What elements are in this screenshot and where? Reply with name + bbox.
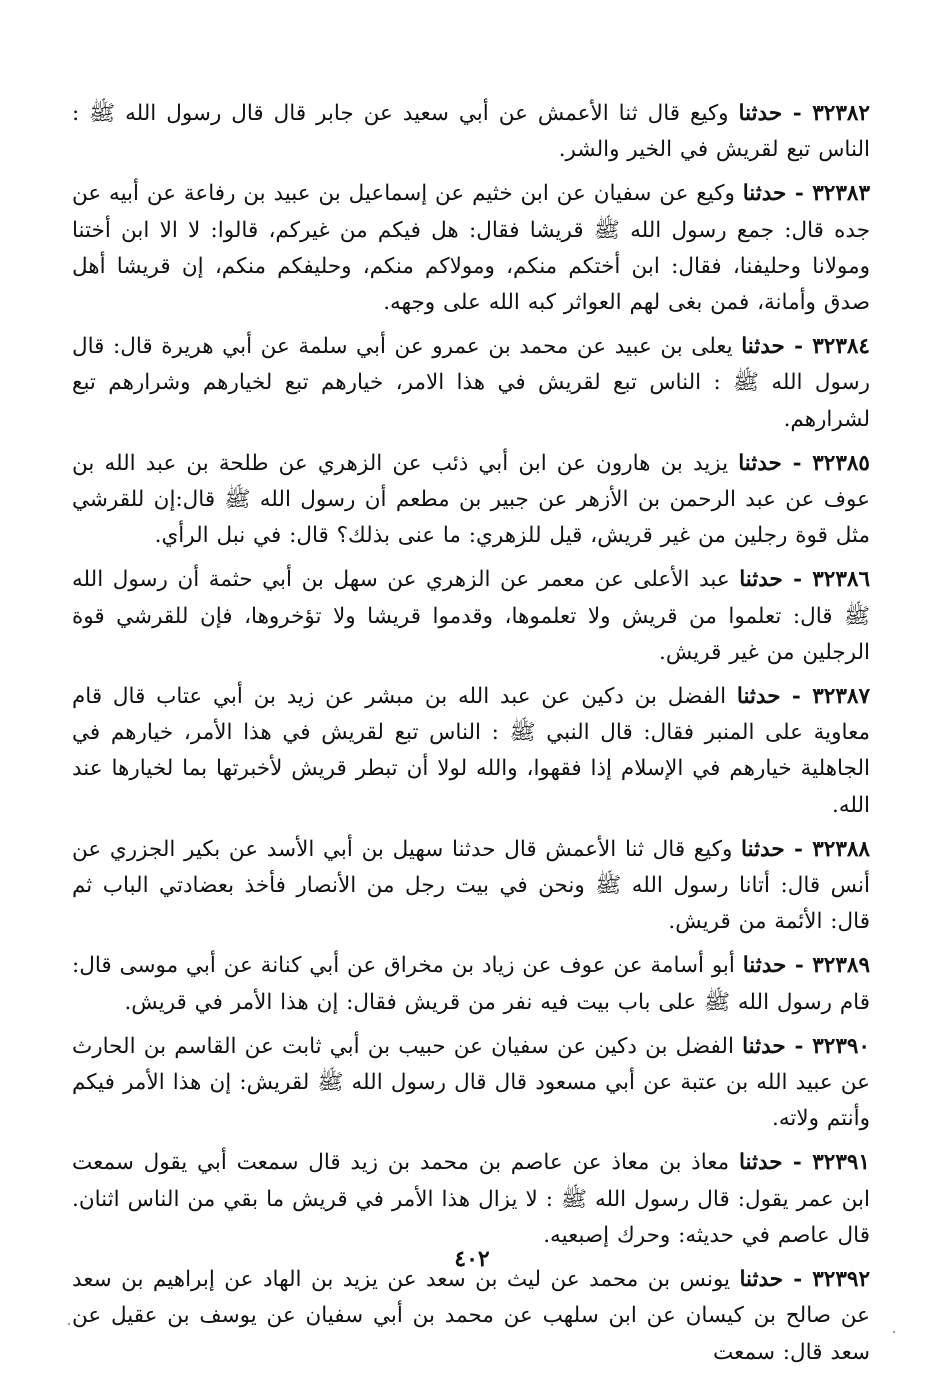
hadith-text: عبد الأعلى عن معمر عن الزهري عن سهل بن أبي حثمة أن رسول الله ﷺ قال: تعلموا من قريش ولا تعلموها، وقدموا قريشا ولا تؤخروها، فإن للقرشي قوة الرجلين من غير قريش. bbox=[72, 567, 870, 665]
hadith-number: ٣٢٣٨٢ bbox=[812, 101, 870, 126]
hadith-paragraph: ٣٢٣٨٩ - حدثنا أبو أسامة عن عوف عن زياد بن مخراق عن أبي كنانة عن أبي موسى قال: قام رسول الله ﷺ على باب بيت فيه نفر من قريش فقال: إن هذا الأمر في قريش. bbox=[72, 953, 870, 1015]
hadith-number: ٣٢٣٩١ bbox=[812, 1150, 870, 1176]
hadith-number: ٣٢٣٨٨ bbox=[812, 836, 870, 862]
hadith-lead: حدثنا bbox=[742, 181, 787, 207]
hadith-lead: حدثنا bbox=[738, 101, 783, 126]
hadith-paragraph: ٣٢٣٨٢ - حدثنا وكيع قال ثنا الأعمش عن أبي سعيد عن جابر قال قال رسول الله ﷺ : الناس تبع لقريش في الخير والشر. bbox=[72, 101, 870, 163]
scan-speck bbox=[68, 1323, 70, 1325]
hadith-lead: حدثنا bbox=[736, 684, 781, 710]
hadith-text: معاذ بن معاذ عن عاصم بن محمد بن زيد قال سمعت أبي يقول سمعت ابن عمر يقول: قال رسول الله ﷺ : لا يزال هذا الأمر في قريش ما بقي من الناس اثنان. قال عاصم في حديثه: وحرك إصبعيه. bbox=[72, 1150, 870, 1248]
hadith-number: ٣٢٣٩٢ bbox=[812, 1267, 870, 1293]
hadith-text: الفضل بن دكين عن عبد الله بن مبشر عن زيد بن أبي عتاب قال قام معاوية على المنبر فقال: قال النبي ﷺ : الناس تبع لقريش في هذا الأمر، خيارهم في الجاهلية خيارهم في الإسلام إذا فقهوا، والله لولا أن تبطر قريش لأخبرتها بما لخيارها عند الله. bbox=[72, 684, 870, 818]
document-page bbox=[72, 96, 870, 1379]
hadith-paragraph: ٣٢٣٨٥ - حدثنا يزيد بن هارون عن ابن أبي ذئب عن الزهري عن طلحة بن عبد الله بن عوف عن عبد الرحمن بن الأزهر عن جبير بن مطعم أن رسول الله ﷺ قال:إن للقرشي مثل قوة رجلين من غير قريش، قيل للزهري: ما عنى بذلك؟ قال: في نبل الرأي. bbox=[72, 450, 870, 549]
hadith-text: يونس بن محمد عن ليث بن سعد عن يزيد بن الهاد عن إبراهيم بن سعد عن صالح بن كيسان عن ابن سلهب عن محمد بن أبي سفيان عن يوسف بن عقيل عن سعد قال: سمعت bbox=[72, 1267, 870, 1365]
hadith-lead: حدثنا bbox=[739, 567, 783, 593]
hadith-paragraph: ٣٢٣٨٧ - حدثنا الفضل بن دكين عن عبد الله بن مبشر عن زيد بن أبي عتاب قال قام معاوية على المنبر فقال: قال النبي ﷺ : الناس تبع لقريش في هذا الأمر، خيارهم في الجاهلية خيارهم في الإسلام إذا فقهوا، والله لولا أن تبطر قريش لأخبرتها بما لخيارها عند الله. bbox=[72, 684, 870, 818]
hadith-text: وكيع قال ثنا الأعمش عن أبي سعيد عن جابر قال قال رسول الله ﷺ : الناس تبع لقريش في الخير والشر. bbox=[72, 101, 870, 163]
hadith-number: ٣٢٣٨٤ bbox=[812, 334, 870, 360]
hadith-lead: حدثنا bbox=[742, 953, 787, 979]
hadith-number: ٣٢٣٩٠ bbox=[812, 1033, 870, 1059]
page-number: ٤٠٢ bbox=[454, 1246, 490, 1272]
scan-speck bbox=[893, 1331, 895, 1333]
hadith-lead: حدثنا bbox=[741, 334, 785, 360]
hadith-text: وكيع قال ثنا الأعمش قال حدثنا سهيل بن أبي الأسد عن بكير الجزري عن أنس قال: أتانا رسول الله ﷺ ونحن في بيت رجل من الأنصار فأخذ بعضادتي الباب ثم قال: الأئمة من قريش. bbox=[72, 836, 870, 935]
hadith-number: ٣٢٣٨٩ bbox=[812, 953, 870, 979]
hadith-paragraph: ٣٢٣٩٠ - حدثنا الفضل بن دكين عن سفيان عن حبيب بن أبي ثابت عن القاسم بن الحارث عن عبيد الله بن عتبة عن أبي مسعود قال قال رسول الله ﷺ لقريش: إن هذا الأمر فيكم وأنتم ولاته. bbox=[72, 1033, 870, 1132]
hadith-paragraph: ٣٢٣٩٢ - حدثنا يونس بن محمد عن ليث بن سعد عن يزيد بن الهاد عن إبراهيم بن سعد عن صالح بن كيسان عن ابن سلهب عن محمد بن أبي سفيان عن يوسف بن عقيل عن سعد قال: سمعت bbox=[72, 1267, 870, 1365]
hadith-number: ٣٢٣٨٧ bbox=[812, 684, 870, 710]
hadith-lead: حدثنا bbox=[739, 1267, 784, 1293]
hadith-paragraph: ٣٢٣٨٤ - حدثنا يعلى بن عبيد عن محمد بن عمرو عن أبي سلمة عن أبي هريرة قال: قال رسول الله ﷺ : الناس تبع لقريش في هذا الامر، خيارهم تبع لخيارهم وشرارهم تبع لشرارهم. bbox=[72, 334, 870, 432]
hadith-text: وكيع عن سفيان عن ابن خثيم عن إسماعيل بن عبيد بن رفاعة عن أبيه عن جده قال: جمع رسول الله ﷺ قريشا فقال: هل فيكم من غيركم، قالوا: لا الا ابن أختنا ومولانا وحليفنا، فقال: ابن أختكم منكم، ومولاكم منكم، وحليفكم منكم، إن قريشا أهل صدق وأمانة، فمن بغى لهم العواثر كبه الله على وجهه. bbox=[72, 181, 870, 316]
hadith-paragraph: ٣٢٣٨٨ - حدثنا وكيع قال ثنا الأعمش قال حدثنا سهيل بن أبي الأسد عن بكير الجزري عن أنس قال: أتانا رسول الله ﷺ ونحن في بيت رجل من الأنصار فأخذ بعضادتي الباب ثم قال: الأئمة من قريش. bbox=[72, 836, 870, 935]
hadith-text: الفضل بن دكين عن سفيان عن حبيب بن أبي ثابت عن القاسم بن الحارث عن عبيد الله بن عتبة عن أبي مسعود قال قال رسول الله ﷺ لقريش: إن هذا الأمر فيكم وأنتم ولاته. bbox=[72, 1033, 870, 1132]
hadith-lead: حدثنا bbox=[738, 450, 782, 476]
hadith-paragraph: ٣٢٣٩١ - حدثنا معاذ بن معاذ عن عاصم بن محمد بن زيد قال سمعت أبي يقول سمعت ابن عمر يقول: قال رسول الله ﷺ : لا يزال هذا الأمر في قريش ما بقي من الناس اثنان. قال عاصم في حديثه: وحرك إصبعيه. bbox=[72, 1150, 870, 1248]
hadith-number: ٣٢٣٨٣ bbox=[812, 181, 870, 207]
hadith-lead: حدثنا bbox=[741, 836, 785, 862]
hadith-lead: حدثنا bbox=[738, 1150, 783, 1176]
hadith-paragraph: ٣٢٣٨٣ - حدثنا وكيع عن سفيان عن ابن خثيم عن إسماعيل بن عبيد بن رفاعة عن أبيه عن جده قال: جمع رسول الله ﷺ قريشا فقال: هل فيكم من غيركم، قالوا: لا الا ابن أختنا ومولانا وحليفنا، فقال: ابن أختكم منكم، ومولاكم منكم، وحليفكم منكم، إن قريشا أهل صدق وأمانة، فمن بغى لهم العواثر كبه الله على وجهه. bbox=[72, 181, 870, 316]
hadith-lead: حدثنا bbox=[742, 1033, 786, 1059]
hadith-number: ٣٢٣٨٥ bbox=[812, 450, 870, 476]
hadith-text: يزيد بن هارون عن ابن أبي ذئب عن الزهري عن طلحة بن عبد الله بن عوف عن عبد الرحمن بن الأزهر عن جبير بن مطعم أن رسول الله ﷺ قال:إن للقرشي مثل قوة رجلين من غير قريش، قيل للزهري: ما عنى بذلك؟ قال: في نبل الرأي. bbox=[72, 450, 870, 549]
hadith-number: ٣٢٣٨٦ bbox=[812, 567, 870, 593]
hadith-text: أبو أسامة عن عوف عن زياد بن مخراق عن أبي كنانة عن أبي موسى قال: قام رسول الله ﷺ على باب بيت فيه نفر من قريش فقال: إن هذا الأمر في قريش. bbox=[72, 953, 870, 1015]
hadith-text: يعلى بن عبيد عن محمد بن عمرو عن أبي سلمة عن أبي هريرة قال: قال رسول الله ﷺ : الناس تبع لقريش في هذا الامر، خيارهم تبع لخيارهم وشرارهم تبع لشرارهم. bbox=[72, 334, 870, 432]
hadith-paragraph: ٣٢٣٨٦ - حدثنا عبد الأعلى عن معمر عن الزهري عن سهل بن أبي حثمة أن رسول الله ﷺ قال: تعلموا من قريش ولا تعلموها، وقدموا قريشا ولا تؤخروها، فإن للقرشي قوة الرجلين من غير قريش. bbox=[72, 567, 870, 665]
